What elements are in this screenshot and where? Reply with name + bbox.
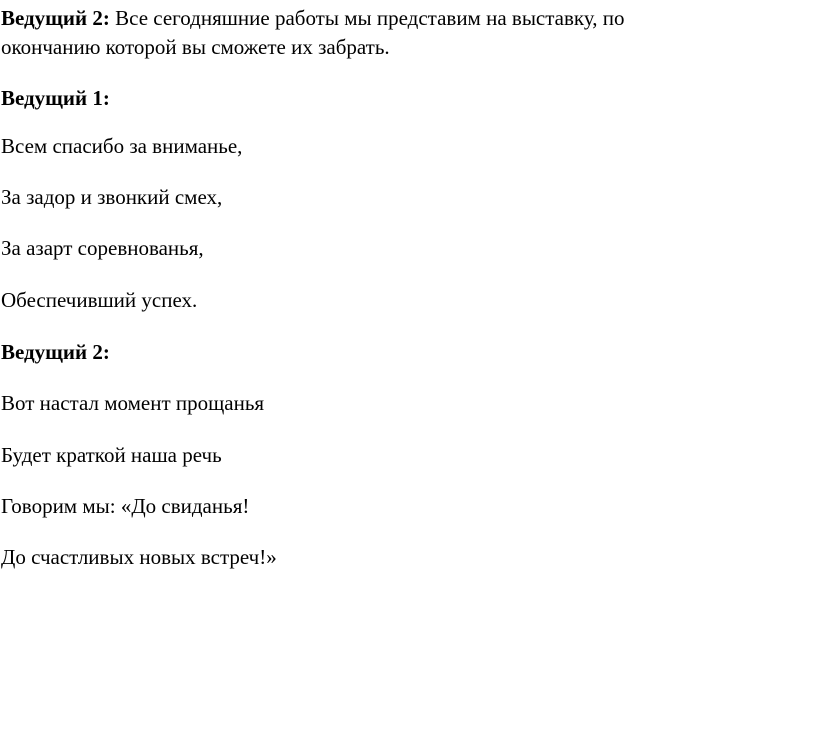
- speaker-label: Ведущий 2:: [1, 340, 110, 364]
- intro-paragraph-line-1: [1, 5, 624, 31]
- verse-line: За азарт соревнованья,: [1, 236, 204, 260]
- speaker-label: Ведущий 2:: [1, 6, 110, 30]
- intro-text: Все сегодняшние работы мы представим на выставку, по: [109, 6, 625, 30]
- verse-line: Обеспечивший успех.: [1, 288, 198, 312]
- verse-line: До счастливых новых встреч!»: [1, 545, 277, 569]
- verse-line: Говорим мы: «До свиданья!: [1, 494, 250, 518]
- verse-line: Вот настал момент прощанья: [1, 391, 265, 415]
- speaker-label: Ведущий 1:: [1, 86, 110, 110]
- intro-paragraph-line-2: окончанию которой вы сможете их забрать.: [1, 35, 390, 59]
- verse-line: Всем спасибо за вниманье,: [1, 134, 243, 158]
- verse-line: За задор и звонкий смех,: [1, 185, 223, 209]
- verse-line: Будет краткой наша речь: [1, 443, 222, 467]
